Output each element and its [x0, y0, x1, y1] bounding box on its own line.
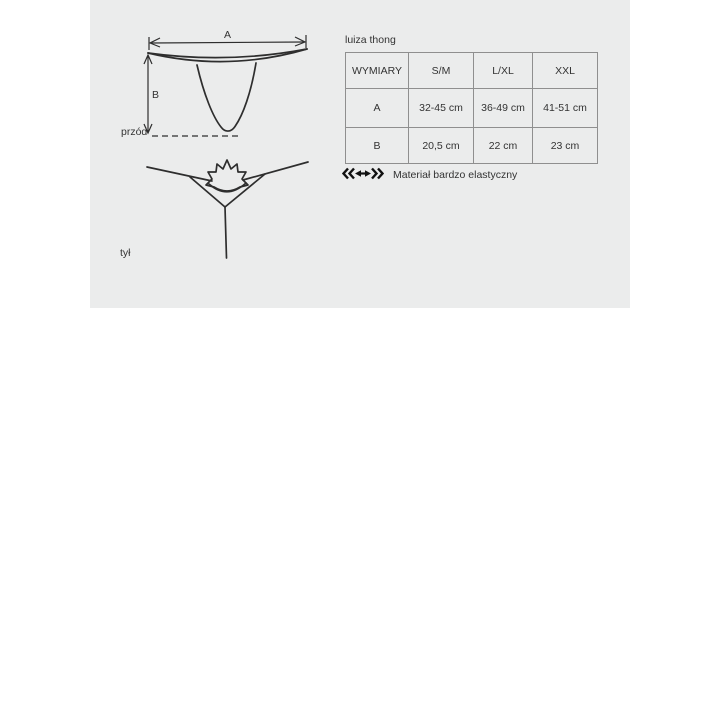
header-sm: S/M	[409, 53, 474, 89]
table-header-row	[346, 53, 598, 89]
size-table	[345, 52, 598, 164]
dimension-b-label: B	[152, 89, 160, 101]
header-xxl: XXL	[533, 53, 598, 89]
row-b-sm: 20,5 cm	[409, 128, 474, 164]
row-b-dimension: B	[346, 128, 409, 164]
row-a-lxl: 36-49 cm	[474, 89, 533, 128]
header-lxl: L/XL	[474, 53, 533, 89]
header-wymiary: WYMIARY	[346, 53, 409, 89]
chart-panel	[90, 0, 630, 308]
row-b-lxl: 22 cm	[474, 128, 533, 164]
back-view-drawing	[147, 160, 308, 258]
table-row-a	[346, 89, 598, 128]
material-note-text: Materiał bardzo elastyczny	[393, 169, 518, 181]
row-b-xxl: 23 cm	[533, 128, 598, 164]
table-row-b	[346, 128, 598, 164]
product-title: luiza thong	[345, 34, 396, 46]
back-view-label: tył	[120, 247, 131, 259]
front-view-label: przód	[121, 126, 148, 138]
row-a-dimension: A	[346, 89, 409, 128]
front-view-drawing	[144, 35, 307, 136]
row-a-xxl: 41-51 cm	[533, 89, 598, 128]
stretch-arrows-icon	[342, 167, 384, 180]
dimension-a-label: A	[224, 29, 232, 41]
row-a-sm: 32-45 cm	[409, 89, 474, 128]
